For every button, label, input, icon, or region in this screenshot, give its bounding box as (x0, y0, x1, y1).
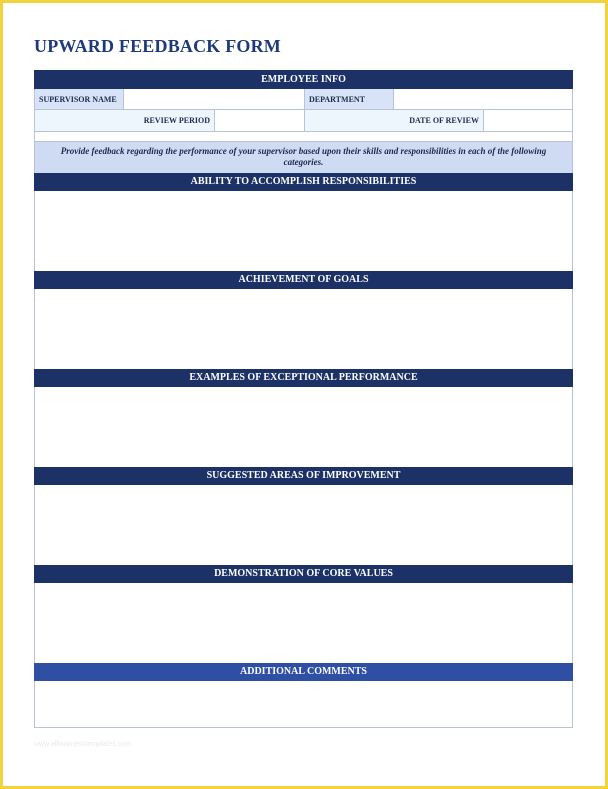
department-field[interactable] (394, 89, 572, 109)
section-header-additional-comments: ADDITIONAL COMMENTS (34, 663, 573, 681)
section-text-area-additional-comments[interactable] (34, 681, 573, 728)
department-label: DEPARTMENT (305, 89, 394, 109)
date-of-review-field[interactable] (484, 110, 572, 131)
supervisor-name-field[interactable] (124, 89, 305, 109)
employee-info-header: EMPLOYEE INFO (34, 70, 573, 89)
footer-watermark: www.allbusinesstemplates.com (34, 741, 131, 748)
section-header-goals: ACHIEVEMENT OF GOALS (34, 271, 573, 289)
section-header-core-values: DEMONSTRATION OF CORE VALUES (34, 565, 573, 583)
feedback-form (34, 70, 573, 728)
section-header-improvement: SUGGESTED AREAS OF IMPROVEMENT (34, 467, 573, 485)
section-text-area-improvement[interactable] (34, 485, 573, 565)
section-text-area-responsibilities[interactable] (34, 191, 573, 271)
date-of-review-label: DATE OF REVIEW (305, 110, 484, 131)
section-text-area-exceptional-performance[interactable] (34, 387, 573, 467)
section-header-exceptional-performance: EXAMPLES OF EXCEPTIONAL PERFORMANCE (34, 369, 573, 387)
employee-info-row-2 (34, 110, 573, 132)
instructions-text: Provide feedback regarding the performance of your supervisor based upon their skills and responsibilities in each of the following categories. (34, 142, 573, 173)
section-text-area-core-values[interactable] (34, 583, 573, 663)
supervisor-name-label: SUPERVISOR NAME (35, 89, 124, 109)
review-period-field[interactable] (215, 110, 305, 131)
spacer-row (34, 132, 573, 142)
section-header-responsibilities: ABILITY TO ACCOMPLISH RESPONSIBILITIES (34, 173, 573, 191)
section-text-area-goals[interactable] (34, 289, 573, 369)
employee-info-row-1 (34, 89, 573, 110)
review-period-label: REVIEW PERIOD (35, 110, 215, 131)
form-title: UPWARD FEEDBACK FORM (34, 36, 281, 56)
form-page (3, 3, 605, 786)
